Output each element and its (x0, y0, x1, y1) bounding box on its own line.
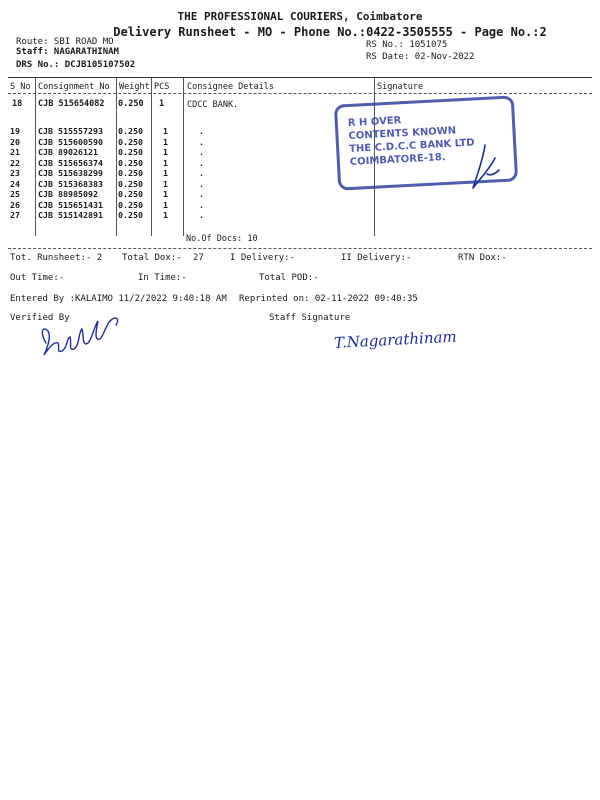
cell-consignment: CJB 515557293 (38, 126, 103, 136)
first-row-consignee: CDCC BANK. (187, 100, 239, 110)
first-row-weight: 0.250 (118, 99, 144, 109)
drs-number: DRS No.: DCJB105107502 (16, 60, 136, 70)
col-header-pcs: PCS (154, 82, 170, 92)
cell-mark: . (199, 136, 204, 147)
cell-pcs: 1 (163, 168, 168, 178)
staff-signature-label: Staff Signature (269, 313, 351, 323)
cell-consignment: CJB 515368383 (38, 178, 103, 189)
company-title: THE PROFESSIONAL COURIERS, Coimbatore (177, 10, 423, 23)
staff-label: Staff: NAGARATHINAM (16, 47, 119, 57)
rs-date: RS Date: 02-Nov-2022 (366, 52, 475, 62)
out-time: Out Time:- (10, 273, 65, 283)
cell-consignment: CJB 515656374 (38, 157, 103, 168)
cell-weight: 0.250 (118, 168, 143, 178)
cell-sno: 21 (10, 147, 20, 157)
cell-weight: 0.250 (118, 210, 143, 220)
cell-pcs: 1 (163, 136, 168, 147)
stamp-line-2: CONTENTS KNOWN (348, 125, 457, 143)
cell-mark: . (199, 178, 204, 189)
rs-number: RS No.: 1051075 (366, 40, 448, 50)
col-header-consignee: Consignee Details (187, 82, 274, 92)
cell-weight: 0.250 (118, 147, 143, 157)
table-row (10, 158, 219, 169)
table-row (10, 126, 219, 137)
cell-weight: 0.250 (118, 189, 143, 199)
stamp-line-1: R H OVER (347, 115, 402, 130)
cell-weight: 0.250 (118, 126, 143, 136)
cell-weight: 0.250 (118, 136, 143, 147)
total-dox-value: 27 (193, 253, 204, 263)
in-time: In Time:- (138, 273, 187, 283)
table-row (10, 179, 219, 190)
cell-consignment: CJB 515142891 (38, 210, 103, 220)
table-row (10, 147, 219, 158)
cell-mark: . (199, 126, 204, 136)
i-delivery: I Delivery:- (230, 253, 296, 263)
cell-consignment: CJB 515638299 (38, 168, 103, 178)
cell-mark: . (199, 199, 204, 210)
cell-pcs: 1 (163, 189, 168, 199)
first-row-sno: 18 (12, 99, 23, 109)
consignment-table (10, 126, 219, 221)
reprinted-on: Reprinted on: 02-11-2022 09:40:35 (239, 294, 418, 304)
cell-sno: 26 (10, 199, 20, 210)
total-dox-label: Total Dox:- (122, 253, 182, 263)
cell-pcs: 1 (163, 210, 168, 220)
cell-pcs: 1 (163, 199, 168, 210)
cell-pcs: 1 (163, 178, 168, 189)
table-row (10, 200, 219, 211)
col-header-weight: Weight (119, 82, 150, 92)
cell-sno: 20 (10, 136, 20, 147)
cell-mark: . (199, 147, 204, 157)
verified-by-label: Verified By (10, 313, 70, 323)
staff-handwritten-signature (330, 318, 490, 358)
total-pod: Total POD:- (259, 273, 319, 283)
table-top-rule (8, 77, 592, 78)
cell-weight: 0.250 (118, 178, 143, 189)
totals-top-rule (8, 248, 592, 249)
cell-consignment: CJB 88985092 (38, 189, 98, 199)
route-label: Route: SBI ROAD MO (16, 37, 114, 47)
cell-sno: 27 (10, 210, 20, 220)
table-row (10, 137, 219, 148)
stamp-line-4: COIMBATORE-18. (349, 152, 446, 169)
total-runsheet: Tot. Runsheet:- 2 (10, 253, 103, 263)
table-row (10, 210, 219, 221)
first-row-consignment: CJB 515654082 (38, 99, 105, 109)
cell-sno: 22 (10, 157, 20, 168)
cell-consignment: CJB 515600590 (38, 136, 103, 147)
receiver-signature (465, 140, 505, 195)
stamp-line-3: THE C.D.C.C BANK LTD (348, 137, 475, 156)
cell-mark: . (199, 189, 204, 199)
cell-pcs: 1 (163, 157, 168, 168)
cell-sno: 23 (10, 168, 20, 178)
cell-mark: . (199, 168, 204, 178)
cell-sno: 25 (10, 189, 20, 199)
rtn-dox: RTN Dox:- (458, 253, 507, 263)
col-header-consignment: Consignment No (38, 82, 110, 92)
entered-by: Entered By :KALAIMO 11/2/2022 9:40:18 AM (10, 294, 227, 304)
no-of-docs: No.Of Docs: 10 (186, 234, 258, 244)
verifier-signature (38, 303, 128, 363)
cell-mark: . (199, 157, 204, 168)
cell-consignment: CJB 89026121 (38, 147, 98, 157)
runsheet-subtitle: Delivery Runsheet - MO - Phone No.:0422-3505555 - Page No.:2 (113, 25, 547, 39)
first-row-pcs: 1 (159, 99, 165, 109)
cell-pcs: 1 (163, 147, 168, 157)
staff-signature-text: T.Nagarathinam (333, 327, 458, 352)
cell-sno: 24 (10, 178, 20, 189)
table-header-rule (8, 93, 592, 94)
cell-weight: 0.250 (118, 199, 143, 210)
col-header-sno: S No (10, 82, 31, 92)
cell-pcs: 1 (163, 126, 168, 136)
col-header-signature: Signature (377, 82, 424, 92)
cell-sno: 19 (10, 126, 20, 136)
cell-weight: 0.250 (118, 157, 143, 168)
table-row (10, 168, 219, 179)
cell-consignment: CJB 515651431 (38, 199, 103, 210)
ii-delivery: II Delivery:- (341, 253, 412, 263)
table-row (10, 189, 219, 200)
cell-mark: . (199, 210, 204, 220)
